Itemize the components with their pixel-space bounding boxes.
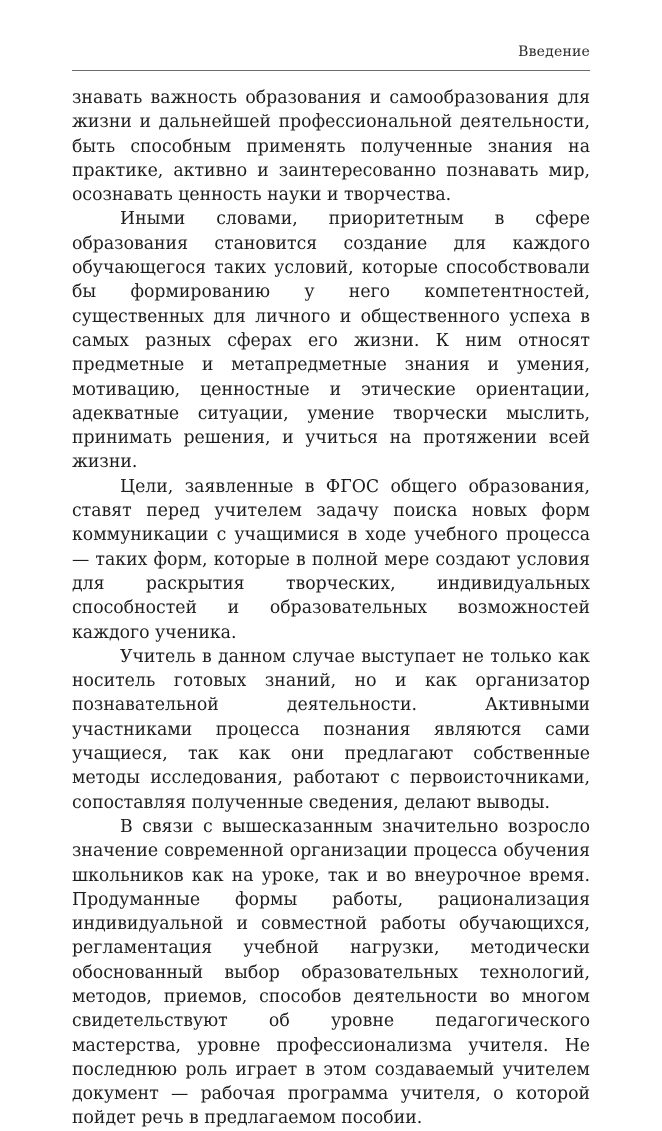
body-text (72, 86, 590, 1131)
paragraph: Иными словами, приоритетным в сфере образования становится создание для каждого обучающегося таких условий, которые способствовали бы формированию у него компетентностей, существенных для личного и общественного успеха в самых разных сферах его жизни. К ним относят предметные и метапредметные знания и умения, мотивацию, ценностные и этические ориентации, адекватные ситуации, умение творчески мыслить, принимать решения, и учиться на протяжении всей жизни. (72, 209, 590, 473)
running-head: Введение (518, 44, 590, 60)
paragraph-continued: знавать важность образования и самообразования для жизни и дальнейшей профессиональной деятельности, быть способным применять полученные знания на практике, активно и заинтересованно познавать мир, осознавать ценность науки и творчества. (72, 88, 590, 206)
header-rule (72, 70, 590, 71)
paragraph: Цели, заявленные в ФГОС общего образования, ставят перед учителем задачу поиска новых форм коммуникации с учащимися в ходе учебного процесса — таких форм, которые в полной мере создают условия для раскрытия творческих, индивидуальных способностей и образовательных возможностей каждого ученика. (72, 476, 590, 643)
paragraph: Учитель в данном случае выступает не только как носитель готовых знаний, но и как организатор познавательной деятельности. Активными участниками процесса познания являются сами учащиеся, так как они предлагают собственные методы исследования, работают с первоисточниками, сопоставляя полученные сведения, делают выводы. (72, 646, 590, 813)
paragraph: В связи с вышесказанным значительно возросло значение современной организации процесса обучения школьников как на уроке, так и во внеурочное время. Продуманные формы работы, рационализация индивидуальной и совместной работы обучающихся, регламентация учебной нагрузки, методически обоснованный выбор образовательных технологий, методов, приемов, способов деятельности во многом свидетельствуют об уровне педагогического мастерства, уровне профессионализма учителя. Не последнюю роль играет в этом создаваемый учителем документ — рабочая программа учителя, о которой пойдет речь в предлагаемом пособии. (72, 816, 590, 1129)
